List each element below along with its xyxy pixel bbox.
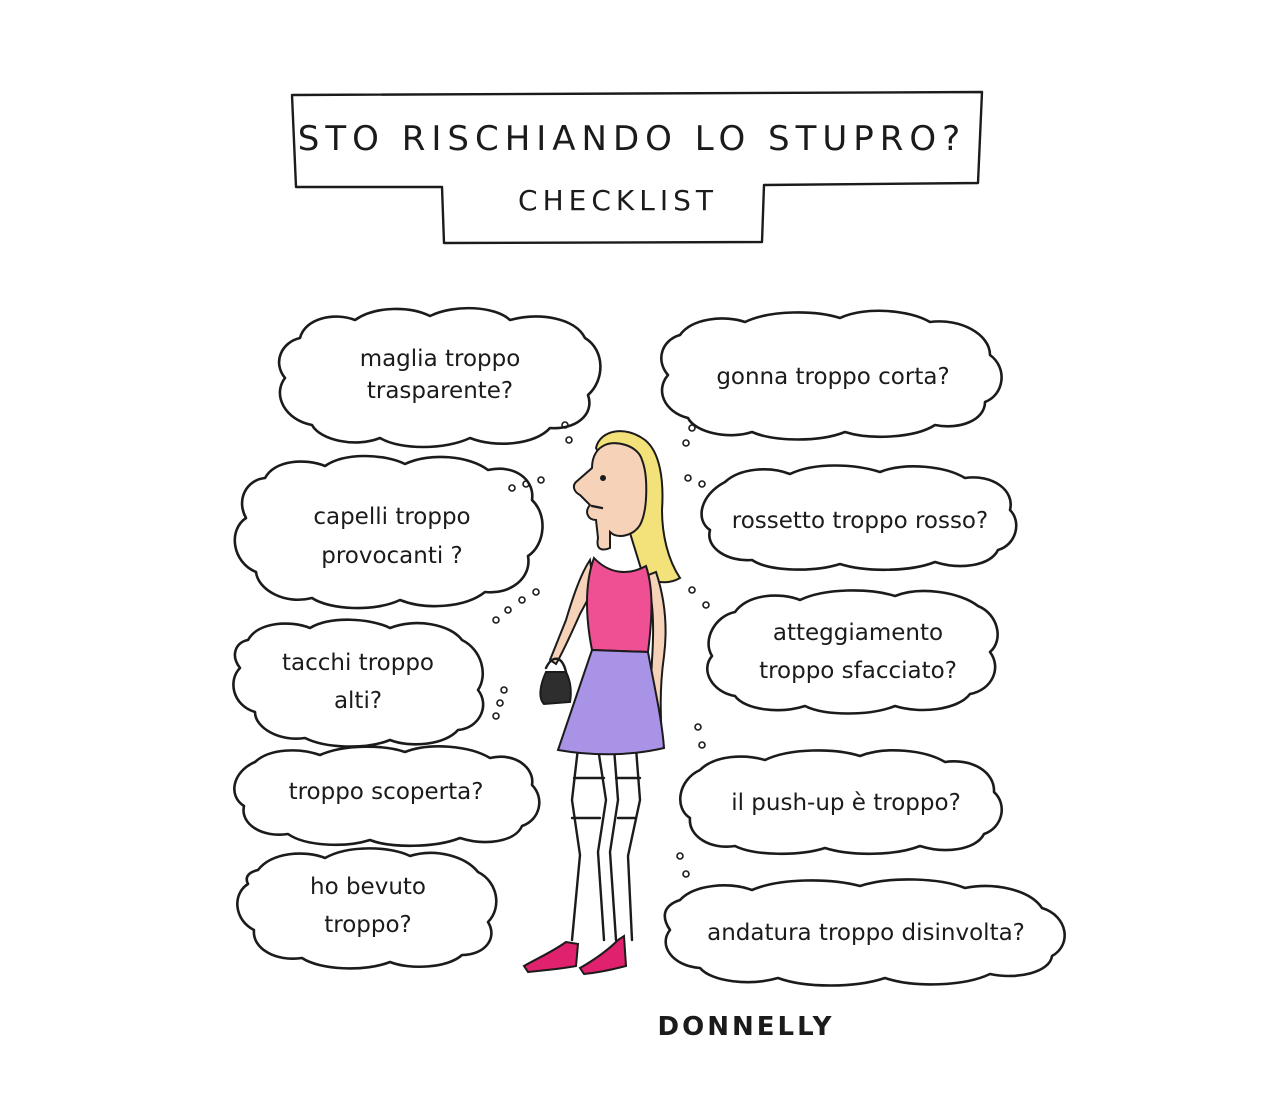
- bubble-right-4: [680, 750, 1001, 853]
- bubble-left-4-line-1: troppo scoperta?: [288, 779, 484, 805]
- legs: [572, 748, 640, 940]
- woman-figure: [524, 431, 680, 974]
- bubble-right-2-line-1: rossetto troppo rosso?: [731, 508, 989, 534]
- bubble-right-1: [661, 311, 1001, 440]
- bubble-left-5-line-2: troppo?: [324, 912, 412, 938]
- bubble-left-3-line-2: alti?: [333, 688, 383, 714]
- bubble-right-4-line-1: il push-up è troppo?: [731, 790, 961, 816]
- bubble-left-2-line-1: capelli troppo: [313, 504, 471, 530]
- handbag: [540, 672, 570, 704]
- bubble-right-2: [702, 466, 1017, 570]
- title-main: STO RISCHIANDO LO STUPRO?: [297, 119, 967, 159]
- title-sub: CHECKLIST: [518, 184, 718, 217]
- title-banner: [292, 92, 982, 243]
- artist-signature: DONNELLY: [657, 1012, 835, 1042]
- bubble-right-3-line-2: troppo sfacciato?: [759, 658, 957, 684]
- bubble-left-1-line-2: trasparente?: [366, 378, 514, 404]
- bubble-left-5: [237, 848, 496, 968]
- right-shoe: [580, 936, 626, 974]
- bubble-left-2-line-2: provocanti ?: [321, 543, 463, 569]
- bubble-left-5-line-1: ho bevuto: [310, 874, 426, 900]
- bubble-left-3: [233, 620, 483, 747]
- pink-top: [587, 558, 652, 652]
- bubble-right-1-line-1: gonna troppo corta?: [716, 364, 950, 390]
- bubble-right-3-line-1: atteggiamento: [772, 620, 944, 646]
- bubble-left-4: [234, 746, 539, 845]
- bubble-left-3-line-1: tacchi troppo: [282, 650, 434, 676]
- bubble-left-1: [279, 308, 600, 447]
- bubble-left-2: [235, 456, 543, 608]
- purple-skirt: [558, 650, 664, 754]
- bubble-right-3: [707, 590, 997, 713]
- left-shoe: [524, 942, 578, 972]
- bubble-left-1-line-1: maglia troppo: [359, 346, 521, 372]
- bubble-right-5: [665, 879, 1065, 985]
- bubble-right-5-line-1: andatura troppo disinvolta?: [707, 920, 1025, 946]
